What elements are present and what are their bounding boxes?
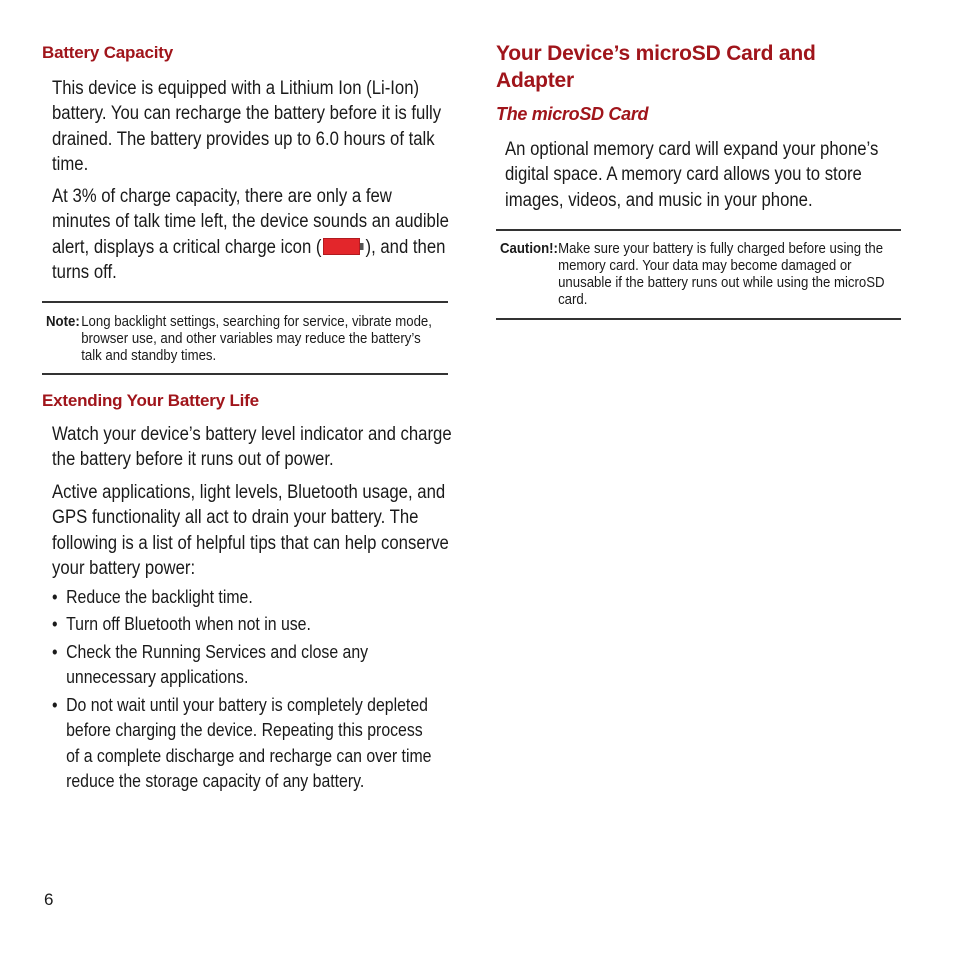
bullet-dot: • (52, 642, 58, 662)
note-bottom-rule (42, 373, 448, 375)
caution-text: Make sure your battery is fully charged before using the memory card. Your data may become damaged or unusable if the battery runs out while using the microSD card. (558, 240, 885, 308)
tip-text: Check the Running Services and close any unnecessary applications. (66, 642, 369, 688)
critical-battery-icon-body (323, 238, 360, 255)
critical-battery-icon (323, 237, 363, 256)
battery-capacity-heading: Battery Capacity (42, 43, 173, 62)
tip-text: Turn off Bluetooth when not in use. (66, 614, 311, 634)
bullet-dot: • (52, 587, 58, 607)
battery-capacity-paragraph-2-end: ), and then turns off. (52, 236, 446, 283)
microsd-paragraph: An optional memory card will expand your phone’s digital space. A memory card allows you to store images, videos, and music in your phone. (505, 139, 879, 211)
extending-paragraph-2: Active applications, light levels, Bluetooth usage, and GPS functionality all act to drain your battery. The following is a list of helpful tips that can help conserve your battery power: (52, 482, 449, 579)
battery-capacity-paragraph-2-start: At 3% of charge capacity, there are only a few minutes of talk time left, the device sounds an audible alert, displays a critical charge icon ( (52, 186, 449, 258)
tip-text: Reduce the backlight time. (66, 587, 253, 607)
microsd-card-subheading: The microSD Card (496, 104, 649, 124)
page-number: 6 (44, 890, 54, 909)
note-block (46, 313, 442, 369)
caution-block (500, 240, 900, 310)
bullet-dot: • (52, 695, 58, 715)
microsd-section-heading: Your Device’s microSD Card and Adapter (496, 42, 816, 92)
note-label: Note: (46, 313, 80, 330)
note-text: Long backlight settings, searching for service, vibrate mode, browser use, and other variables may reduce the battery’s talk and standby times. (81, 313, 432, 364)
extending-paragraph-1: Watch your device’s battery level indicator and charge the battery before it runs out of power. (52, 424, 452, 471)
caution-top-rule (496, 229, 901, 231)
battery-capacity-paragraph-2 (52, 184, 452, 285)
tip-text: Do not wait until your battery is completely depleted before charging the device. Repeating this process of a complete discharge and recharge can over time reduce the storage capacity of any battery. (66, 695, 432, 791)
battery-capacity-paragraph-1: This device is equipped with a Lithium Ion (Li-Ion) battery. You can recharge the battery before it is fully drained. The battery provides up to 6.0 hours of talk time. (52, 78, 442, 175)
note-top-rule (42, 301, 448, 303)
caution-bottom-rule (496, 318, 901, 320)
bullet-dot: • (52, 614, 58, 634)
extending-battery-life-heading: Extending Your Battery Life (42, 391, 259, 410)
caution-label: Caution!: (500, 240, 558, 257)
critical-battery-icon-tip (360, 243, 364, 250)
